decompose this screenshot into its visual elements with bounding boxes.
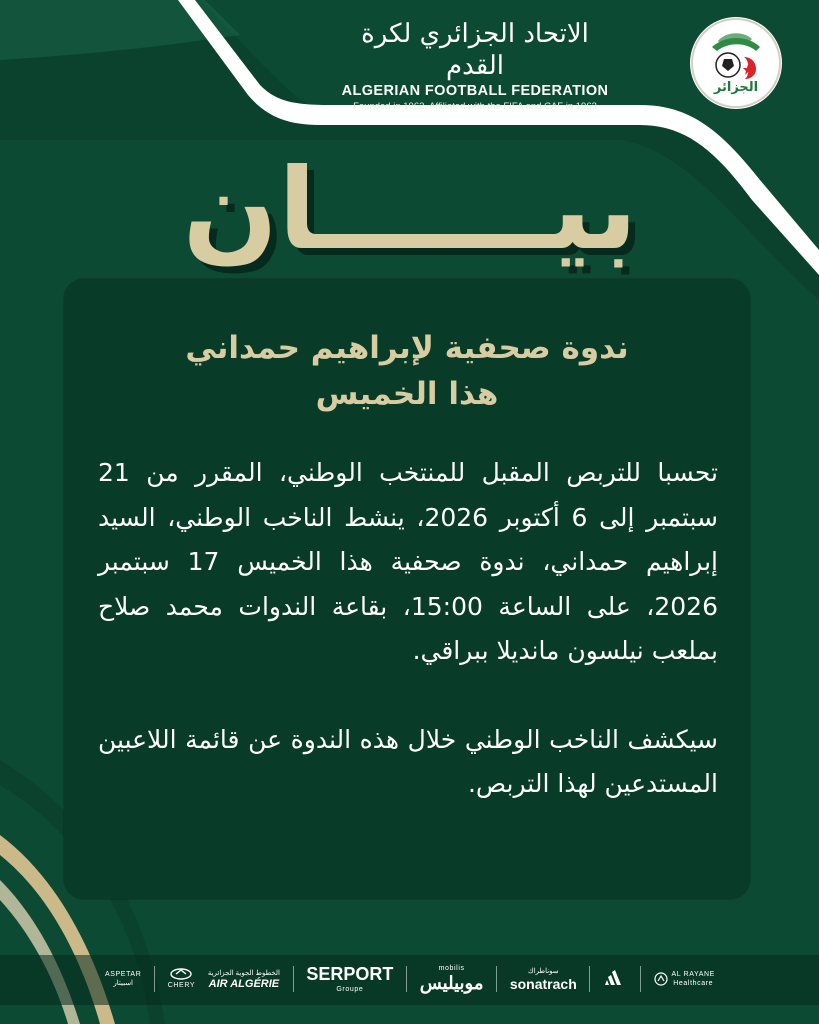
sponsor-chery-name: CHERY <box>167 982 196 989</box>
al-rayane-logo-icon <box>654 972 668 986</box>
sponsor-aspetar-name: ASPETAR <box>105 971 142 978</box>
sponsor-mobilis <box>420 964 484 994</box>
sponsor-divider <box>640 966 641 992</box>
sponsor-aspetar <box>105 970 141 988</box>
announcement-paragraph-2: سيكشف الناخب الوطني خلال هذه الندوة عن قائمة اللاعبين المستدعين لهذا التربص. <box>98 724 718 798</box>
sponsor-al-rayane <box>654 970 715 988</box>
sponsor-mobilis-name: موبيليس <box>419 973 484 993</box>
federation-name-arabic: الاتحاد الجزائري لكرة القدم <box>361 19 589 81</box>
sponsor-al-rayane-name: AL RAYANE <box>671 971 715 978</box>
announcement-title-line-2: هذا الخميس <box>315 376 499 412</box>
sponsor-divider <box>293 966 294 992</box>
sponsor-air-algerie <box>208 969 280 990</box>
sponsor-aspetar-sub: اسبيتار <box>113 980 134 987</box>
sponsor-air-algerie-name: AIR ALGÉRIE <box>208 977 280 990</box>
announcement-card <box>64 279 750 899</box>
sponsor-sonatrach-name: sonatrach <box>509 975 577 992</box>
crest-label: الجزائر <box>713 80 759 95</box>
sponsor-divider <box>496 966 497 992</box>
chery-logo-icon <box>170 968 192 980</box>
adidas-logo-icon <box>603 969 627 990</box>
federation-name-english: ALGERIAN FOOTBALL FEDERATION <box>341 83 609 99</box>
federation-header <box>330 18 620 113</box>
sponsor-divider <box>154 966 155 992</box>
announcement-paragraph-1: تحسبا للتربص المقبل للمنتخب الوطني، المقرر من 21 سبتمبر إلى 6 أكتوبر 2026، ينشط الناخب الوطني، السيد إبراهيم حمداني، ندوة صحفية هذا الخميس 17 سبتمبر 2026، على الساعة 15:00، بقاعة الندوات محمد صلاح بملعب نيلسون مانديلا ببراقي. <box>98 458 719 665</box>
page-headline: بيــــــان <box>182 145 638 275</box>
sponsor-mobilis-sub: mobilis <box>438 965 465 972</box>
sponsor-air-algerie-sub: الخطوط الجوية الجزائرية <box>207 969 280 977</box>
sponsor-sonatrach <box>510 967 577 992</box>
sponsor-sonatrach-sub: سوناطراك <box>527 967 559 975</box>
federation-founded-text: Founded in 1962, Affiliated with the FIFA and CAF in 1963 <box>353 101 597 112</box>
sponsor-bar <box>105 960 715 998</box>
sponsor-serport-sub: Groupe <box>336 986 364 993</box>
sponsor-divider <box>589 966 590 992</box>
announcement-body <box>98 451 718 807</box>
announcement-title <box>104 325 710 417</box>
announcement-title-line-1: ندوة صحفية لإبراهيم حمداني <box>185 330 629 366</box>
sponsor-divider <box>406 966 407 992</box>
sponsor-serport-name: SERPORT <box>306 964 394 984</box>
sponsor-chery <box>168 968 195 990</box>
faf-crest-icon <box>690 17 782 109</box>
sponsor-al-rayane-sub: Healthcare <box>673 980 714 987</box>
sponsor-serport <box>306 964 393 994</box>
